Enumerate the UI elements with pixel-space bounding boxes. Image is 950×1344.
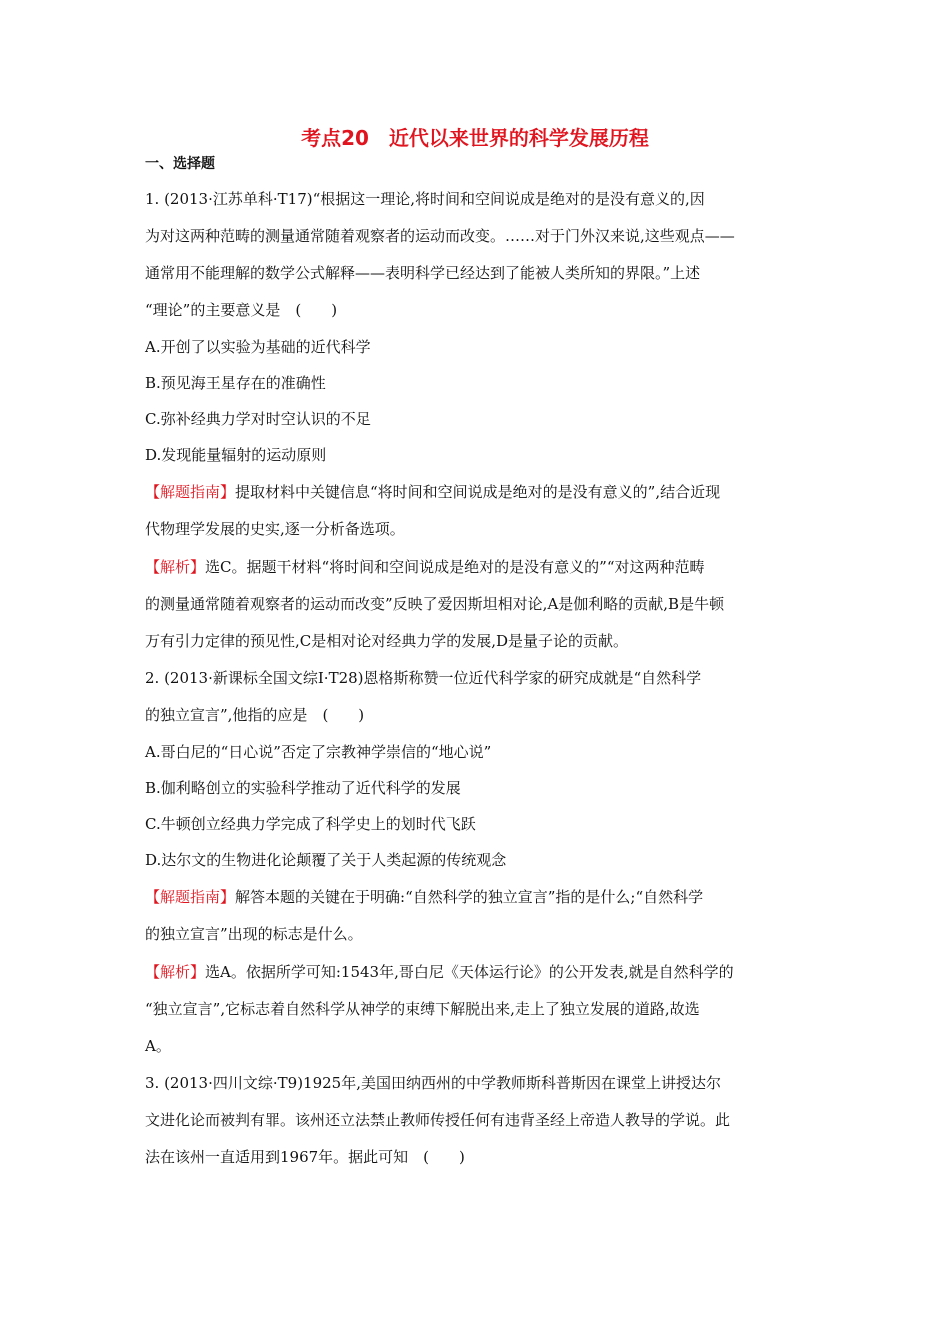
q1-analysis-tag: 【解析】 [145,558,206,576]
page-title: 考点20 近代以来世界的科学发展历程 [301,126,649,150]
q2-guide-text-1: 解答本题的关键在于明确:“自然科学的独立宣言”指的是什么;“自然科学 [235,888,704,906]
q1-analysis-line-2: 的测量通常随着观察者的运动而改变”反映了爱因斯坦相对论,A是伽利略的贡献,B是牛顿 [145,595,725,613]
section-heading: 一、选择题 [145,156,215,172]
q1-analysis-line-3: 万有引力定律的预见性,C是相对论对经典力学的发展,D是量子论的贡献。 [145,632,629,650]
q1-stem-line-1: 1. (2013·江苏单科·T17)“根据这一理论,将时间和空间说成是绝对的是没有意义的,因 [145,190,705,208]
q1-option-b: B.预见海王星存在的准确性 [145,374,326,392]
q1-stem-line-4: “理论”的主要意义是 ( ) [145,301,338,319]
q1-guide-line-2: 代物理学发展的史实,逐一分析备选项。 [145,520,405,538]
q3-stem-line-2: 文进化论而被判有罪。该州还立法禁止教师传授任何有违背圣经上帝造人教导的学说。此 [145,1111,731,1129]
q1-guide-tag: 【解题指南】 [145,483,236,501]
q1-guide-text-1: 提取材料中关键信息“将时间和空间说成是绝对的是没有意义的”,结合近现 [235,483,721,501]
q1-analysis-line-1 [145,556,815,578]
q2-analysis-line-2: “独立宣言”,它标志着自然科学从神学的束缚下解脱出来,走上了独立发展的道路,故选 [145,1000,700,1018]
q2-guide-line-1 [145,886,815,908]
q2-guide-tag: 【解题指南】 [145,888,236,906]
q2-stem-line-2: 的独立宣言”,他指的应是 ( ) [145,706,365,724]
q2-option-a: A.哥白尼的“日心说”否定了宗教神学崇信的“地心说” [145,743,492,761]
q1-analysis-text-1: 选C。据题干材料“将时间和空间说成是绝对的是没有意义的”“对这两种范畴 [205,558,705,576]
q2-stem-line-1: 2. (2013·新课标全国文综Ⅰ·T28)恩格斯称赞一位近代科学家的研究成就是“自然科学 [145,669,702,687]
q1-guide-line-1 [145,481,815,503]
q1-option-a: A.开创了以实验为基础的近代科学 [145,338,371,356]
q2-option-b: B.伽利略创立的实验科学推动了近代科学的发展 [145,779,461,797]
q2-option-c: C.牛顿创立经典力学完成了科学史上的划时代飞跃 [145,815,476,833]
q1-option-c: C.弥补经典力学对时空认识的不足 [145,410,371,428]
q2-option-d: D.达尔文的生物进化论颠覆了关于人类起源的传统观念 [145,851,507,869]
q2-analysis-text-1: 选A。依据所学可知:1543年,哥白尼《天体运行论》的公开发表,就是自然科学的 [205,963,734,981]
q3-stem-line-3: 法在该州一直适用到1967年。据此可知 ( ) [145,1148,465,1166]
q1-option-d: D.发现能量辐射的运动原则 [145,446,327,464]
q2-guide-line-2: 的独立宣言”出现的标志是什么。 [145,925,363,943]
q1-stem-line-2: 为对这两种范畴的测量通常随着观察者的运动而改变。……对于门外汉来说,这些观点—— [145,227,735,245]
q2-analysis-tag: 【解析】 [145,963,206,981]
q2-analysis-line-1 [145,961,815,983]
q1-stem-line-3: 通常用不能理解的数学公式解释——表明科学已经达到了能被人类所知的界限。”上述 [145,264,701,282]
q3-stem-line-1: 3. (2013·四川文综·T9)1925年,美国田纳西州的中学教师斯科普斯因在课堂上讲授达尔 [145,1074,721,1092]
q2-analysis-line-3: A。 [145,1037,171,1055]
